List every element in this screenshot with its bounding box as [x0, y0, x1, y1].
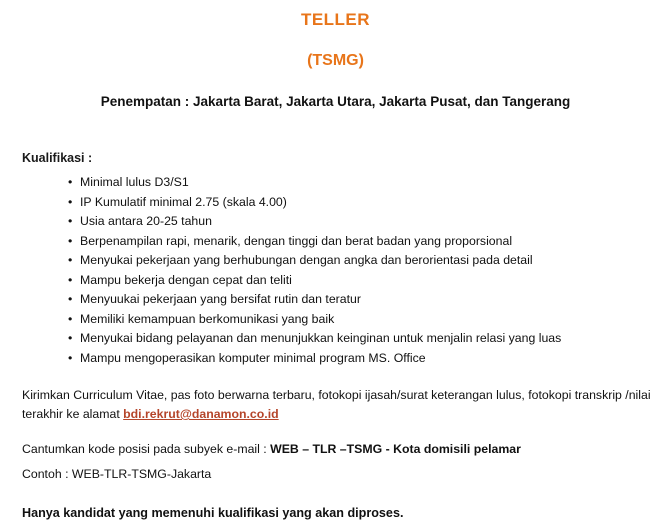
- application-instruction-text: Kirimkan Curriculum Vitae, pas foto berwarna terbaru, fotokopi ijasah/surat keterangan lulus, fotokopi transkrip /nilai terakhir ke alamat: [22, 388, 651, 421]
- list-item: • Minimal lulus D3/S1: [18, 173, 653, 193]
- qualifications-list: [18, 173, 653, 368]
- qualifications-heading: Kualifikasi :: [22, 151, 93, 165]
- position-code: (TSMG): [307, 52, 364, 69]
- job-posting-document: [0, 10, 671, 518]
- list-item: • Menyukai pekerjaan yang berhubungan dengan angka dan berorientasi pada detail: [18, 251, 653, 271]
- page-title: TELLER: [300, 10, 371, 29]
- list-item: • Menyukai bidang pelayanan dan menunjukkan keinginan untuk menjalin relasi yang luas: [18, 329, 653, 349]
- closing-note: Hanya kandidat yang memenuhi kualifikasi yang akan diproses.: [22, 506, 404, 520]
- subject-example: Contoh : WEB-TLR-TSMG-Jakarta: [22, 467, 212, 481]
- list-item: • IP Kumulatif minimal 2.75 (skala 4.00): [18, 193, 653, 213]
- list-item: • Berpenampilan rapi, menarik, dengan tinggi dan berat badan yang proporsional: [18, 232, 653, 252]
- list-item: • Mampu bekerja dengan cepat dan teliti: [18, 271, 653, 291]
- list-item: • Usia antara 20-25 tahun: [18, 212, 653, 232]
- list-item: • Menyuukai pekerjaan yang bersifat rutin dan teratur: [18, 290, 653, 310]
- subject-instruction-code: WEB – TLR –TSMG - Kota domisili pelamar: [270, 442, 521, 456]
- list-item: • Mampu mengoperasikan komputer minimal program MS. Office: [18, 349, 653, 369]
- application-instruction: [22, 386, 653, 424]
- list-item: • Memiliki kemampuan berkomunikasi yang baik: [18, 310, 653, 330]
- subject-instruction: [22, 440, 653, 459]
- recruitment-email-link[interactable]: bdi.rekrut@danamon.co.id: [123, 407, 279, 421]
- placement-line: Penempatan : Jakarta Barat, Jakarta Utara, Jakarta Pusat, dan Tangerang: [100, 94, 571, 109]
- subject-instruction-prefix: Cantumkan kode posisi pada subyek e-mail :: [22, 442, 271, 456]
